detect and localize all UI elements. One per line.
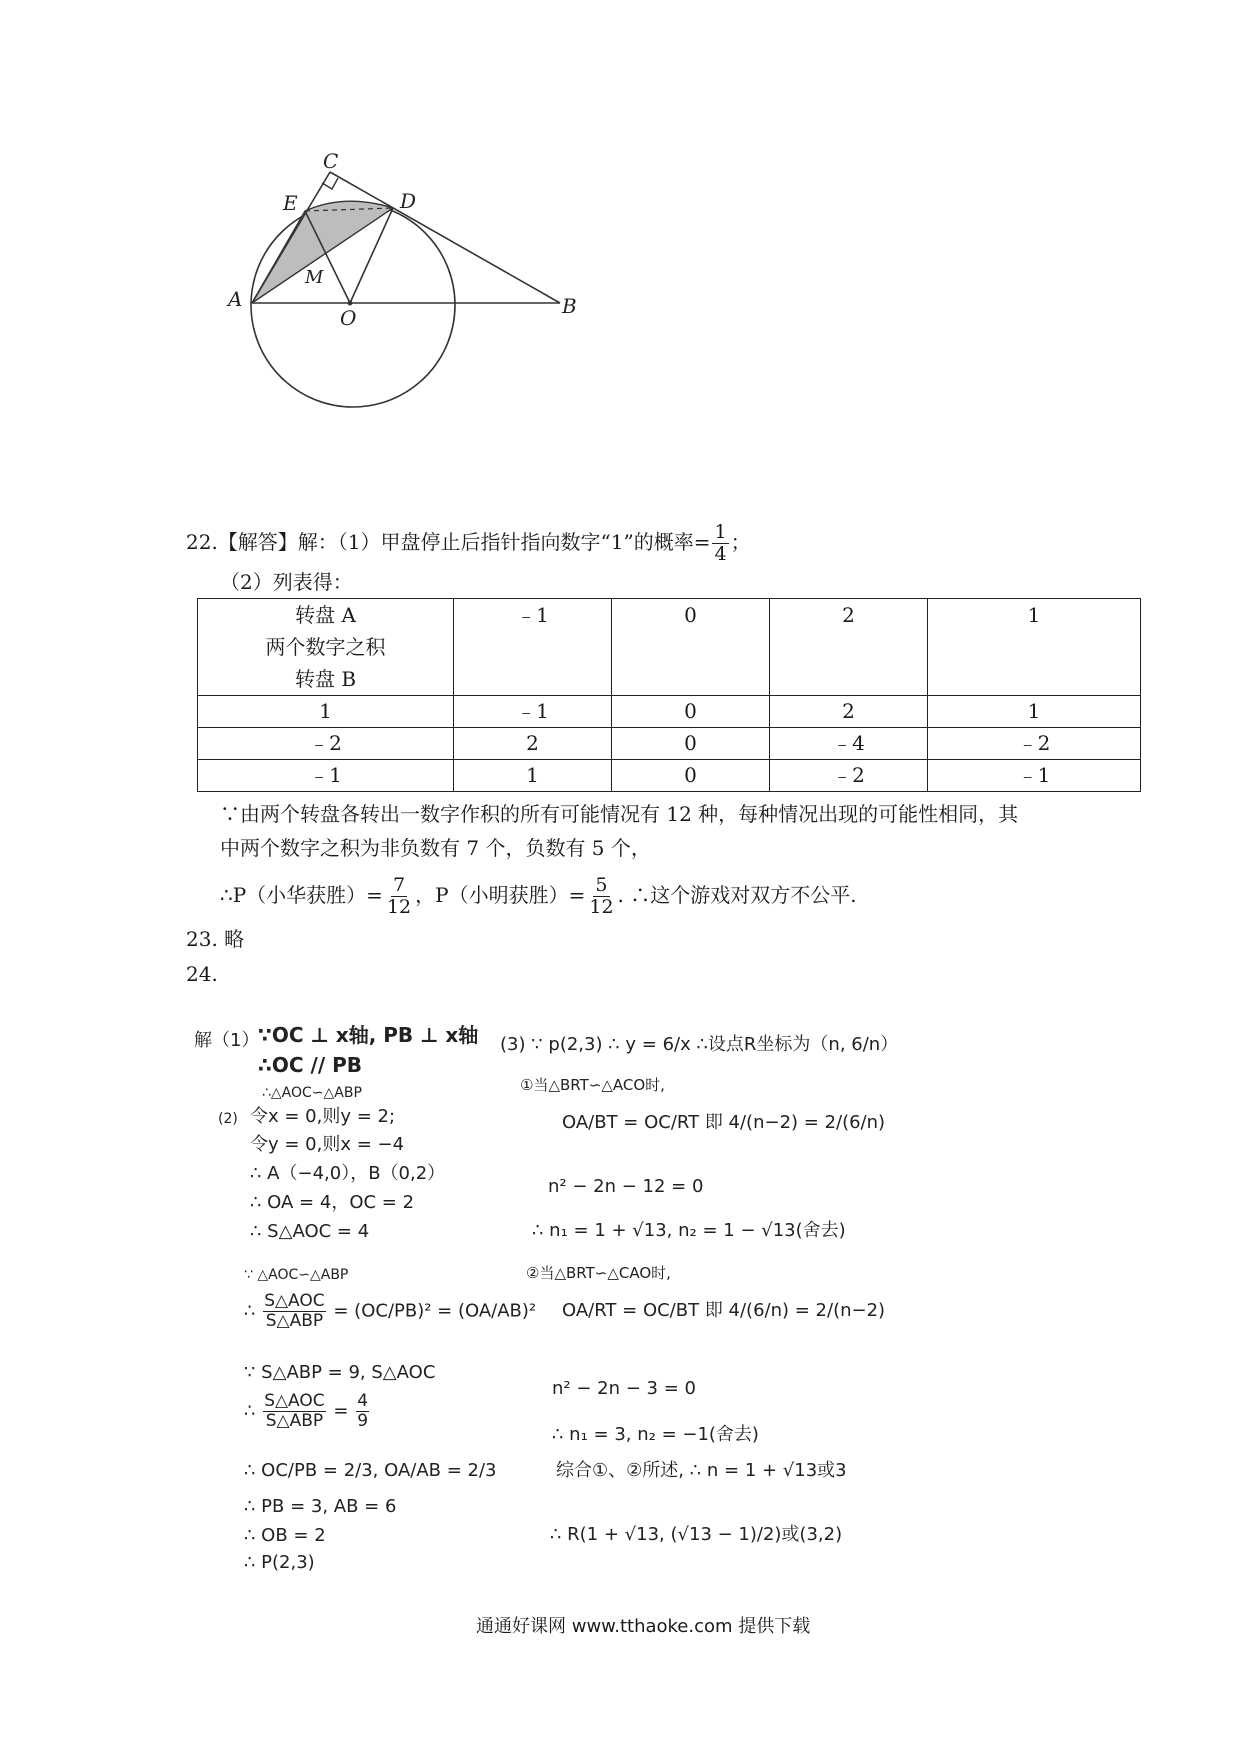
solution-left-line: ∴ A（−4,0），B（0,2）: [250, 1163, 446, 1184]
solution-right-line: ②当△BRT∽△CAO时,: [526, 1264, 671, 1282]
table-cell: ﹣2: [770, 760, 928, 792]
table-cell: ﹣1: [928, 760, 1141, 792]
frac-den: 12: [386, 896, 412, 918]
frac-den: 9: [357, 1411, 369, 1431]
solution-right-line: ∴ R(1 + √13, (√13 − 1)/2)或(3,2): [550, 1524, 843, 1545]
solution-right-line: ∴ n₁ = 1 + √13, n₂ = 1 − √13(舍去): [532, 1220, 846, 1241]
q22-fraction: [712, 522, 728, 565]
table-cell: ﹣4: [770, 728, 928, 760]
table-row: [198, 728, 1141, 760]
label-c: C: [323, 149, 339, 173]
concl-part3: . ∴这个游戏对双方不公平.: [617, 883, 857, 907]
solution-left-line: ∴△AOC∽△ABP: [262, 1085, 362, 1101]
concl-frac2: [587, 875, 615, 918]
solution-left-line: 令x = 0,则y = 2;: [250, 1106, 396, 1127]
q24-line: 24.: [186, 962, 218, 986]
table-row: [198, 696, 1141, 728]
solution-left-line: ∴ OA = 4，OC = 2: [250, 1192, 415, 1213]
table-cell: ﹣2: [198, 728, 454, 760]
q22-para2: 中两个数字之积为非负数有 7 个，负数有 5 个，: [220, 836, 651, 860]
frac-num: 4: [357, 1391, 369, 1411]
solution-right-line: ∴ n₁ = 3, n₂ = −1(舍去): [552, 1424, 759, 1445]
table-header-cell: 0: [612, 599, 770, 696]
solution-left-line: ∵OC ⊥ x轴, PB ⊥ x轴: [258, 1023, 479, 1047]
q22-conclusion: [220, 875, 857, 918]
q22-line2: （2）列表得：: [220, 570, 353, 594]
solution-right-line: ①当△BRT∽△ACO时,: [520, 1076, 665, 1094]
table-cell: 0: [612, 728, 770, 760]
right-angle-mark: [322, 178, 338, 189]
solution-left-eq: [244, 1292, 536, 1331]
eq-therefore: ∴: [244, 1400, 256, 1422]
frac-num: 5: [595, 874, 608, 896]
label-m: M: [305, 267, 324, 288]
frac-den: S△ABP: [265, 1311, 324, 1331]
q22-para1: ∵由两个转盘各转出一数字作积的所有可能情况有 12 种，每种情况出现的可能性相同，其: [220, 802, 1019, 826]
page-footer: 通通好课网 www.tthaoke.com 提供下载: [476, 1616, 811, 1637]
corner-line: 两个数字之积: [265, 635, 386, 659]
q22-line1: [186, 522, 751, 565]
label-b: B: [562, 294, 577, 318]
solution-right-line: 综合①、②所述, ∴ n = 1 + √13或3: [556, 1460, 847, 1481]
table-cell: ﹣2: [928, 728, 1141, 760]
line-cb: [330, 172, 560, 303]
table-cell: 0: [612, 760, 770, 792]
corner-line: 转盘 A: [295, 603, 356, 627]
solution-left-line: ∵ S△ABP = 9, S△AOC: [244, 1362, 436, 1383]
frac-num: S△AOC: [264, 1391, 325, 1411]
solution-right-line: OA/RT = OC/BT 即 4/(6/n) = 2/(n−2): [562, 1300, 886, 1321]
frac-den: S△ABP: [265, 1411, 324, 1431]
eq-frac: [263, 1392, 325, 1431]
eq-rest: = (OC/PB)² = (OA/AB)²: [333, 1300, 537, 1322]
q22-frac-den: 4: [714, 543, 727, 565]
product-table: [197, 598, 1141, 792]
table-header-cell: 2: [770, 599, 928, 696]
eq-sign: =: [333, 1400, 349, 1422]
frac-num: 7: [393, 874, 406, 896]
label-e: E: [283, 191, 298, 215]
label-a: A: [228, 287, 243, 311]
table-cell: ﹣1: [454, 696, 612, 728]
table-cell: 1: [928, 696, 1141, 728]
eq-frac: [263, 1292, 325, 1331]
eq-therefore: ∴: [244, 1300, 256, 1322]
frac-den: 12: [589, 896, 614, 918]
solution-left-eq: [244, 1392, 371, 1431]
eq-frac: [356, 1392, 369, 1431]
q22-frac-num: 1: [714, 521, 727, 543]
frac-num: S△AOC: [264, 1291, 325, 1311]
geometry-figure: [220, 140, 600, 410]
solution-right-line: n² − 2n − 12 = 0: [548, 1176, 704, 1197]
solution-right-line: (3) ∵ p(2,3) ∴ y = 6/x ∴设点R坐标为（n, 6/n）: [500, 1034, 899, 1055]
table-cell: 2: [454, 728, 612, 760]
solution-right-line: n² − 2n − 3 = 0: [552, 1378, 696, 1399]
solution-right-line: OA/BT = OC/RT 即 4/(n−2) = 2/(6/n): [562, 1112, 886, 1133]
table-row: [198, 760, 1141, 792]
solution-left-line: 令y = 0,则x = −4: [250, 1134, 405, 1155]
solution-left-line: ∵ △AOC∽△ABP: [244, 1267, 349, 1283]
corner-line: 转盘 B: [294, 667, 357, 691]
table-header-row: [198, 599, 1141, 696]
table-cell: 2: [770, 696, 928, 728]
solution-left-label: (2): [218, 1111, 238, 1127]
table-header-cell: ﹣1: [454, 599, 612, 696]
solution-left-label: 解（1）: [194, 1030, 260, 1051]
concl-frac1: [385, 875, 413, 918]
q23-line: 23. 略: [186, 927, 245, 951]
concl-part1: ∴P（小华获胜）=: [220, 883, 383, 907]
table-cell: ﹣1: [198, 760, 454, 792]
table-cell: 0: [612, 696, 770, 728]
label-d: D: [400, 189, 417, 213]
solution-left-line: ∴ S△AOC = 4: [250, 1221, 370, 1242]
solution-left-line: ∴ PB = 3, AB = 6: [244, 1496, 397, 1517]
solution-left-line: ∴ P(2,3): [244, 1552, 315, 1573]
concl-part2: ，P（小明获胜）=: [415, 883, 586, 907]
table-header-corner: [198, 599, 454, 696]
table-header-cell: 1: [928, 599, 1141, 696]
table-cell: 1: [454, 760, 612, 792]
q22-line1-prefix: 22.【解答】解：（1）甲盘停止后指针指向数字“1”的概率=: [186, 530, 711, 554]
solution-left-line: ∴ OB = 2: [244, 1525, 326, 1546]
solution-left-line: ∴ OC/PB = 2/3, OA/AB = 2/3: [244, 1460, 497, 1481]
q22-line1-suffix: ；: [730, 530, 751, 554]
label-o: O: [340, 306, 357, 330]
table-cell: 1: [198, 696, 454, 728]
solution-left-line: ∴OC // PB: [258, 1053, 363, 1077]
